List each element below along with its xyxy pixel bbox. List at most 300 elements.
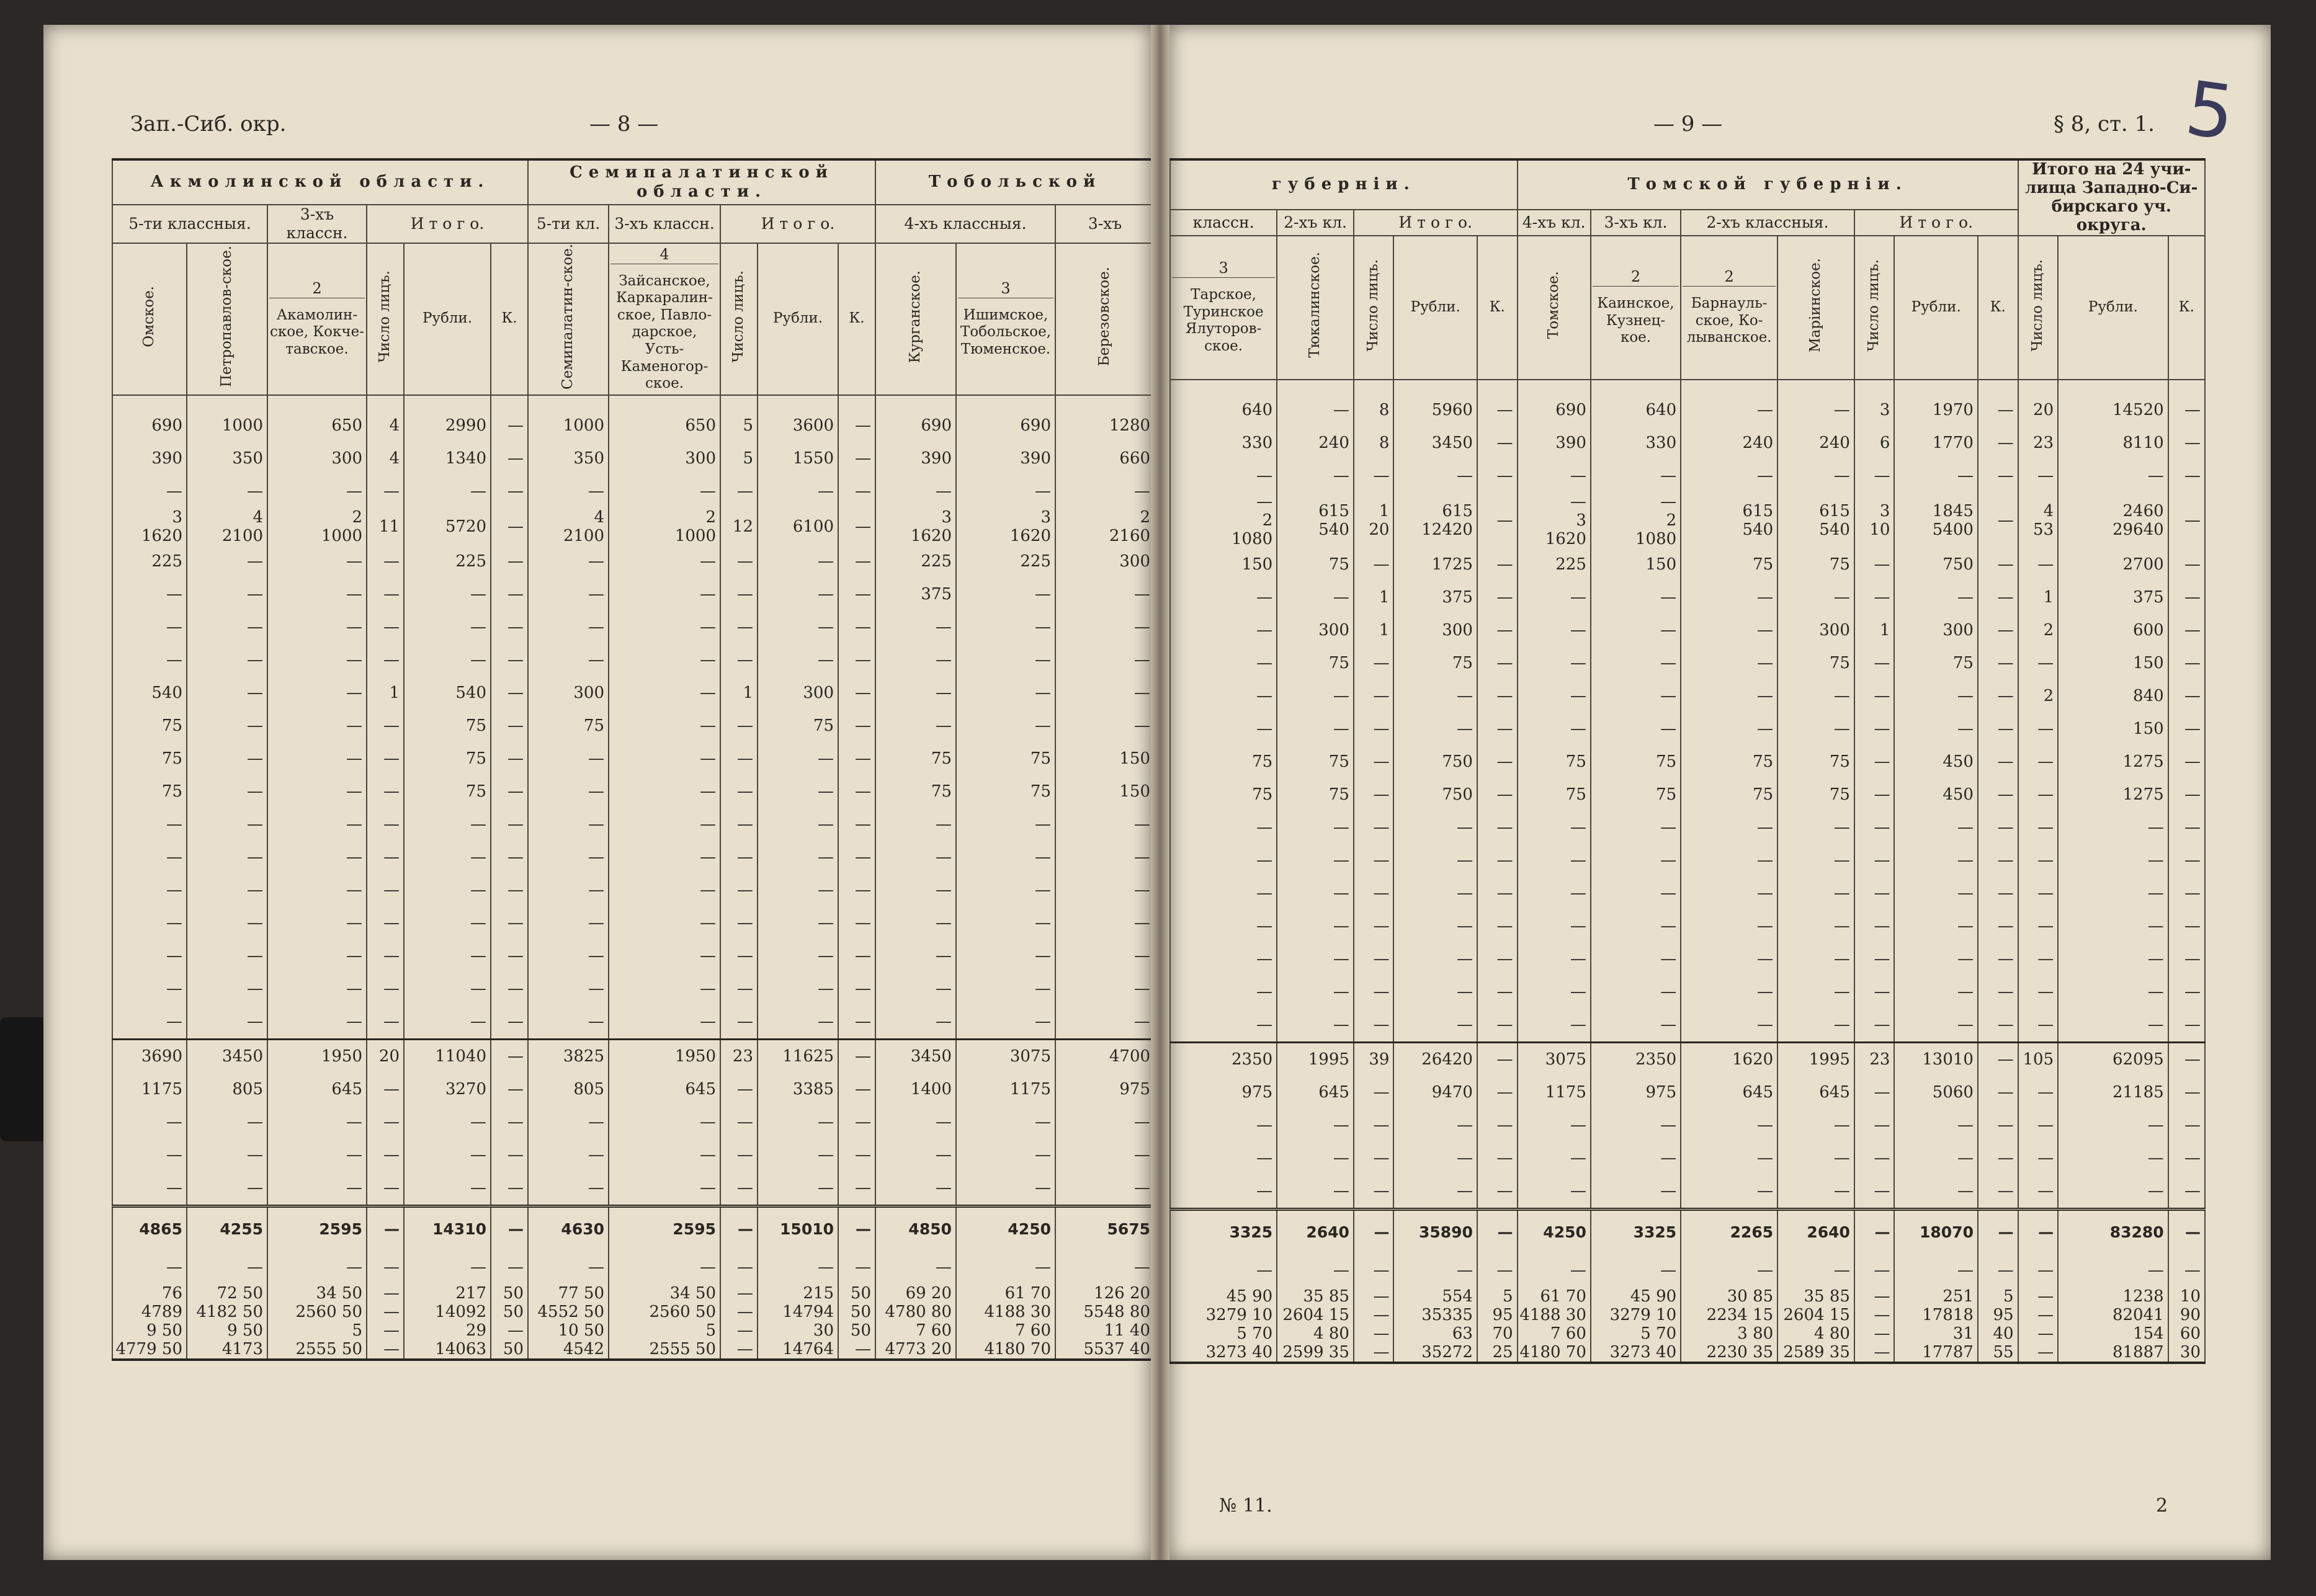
table-cell: — [1477, 943, 1518, 976]
table-cell: — [1591, 614, 1681, 647]
group-header: Томской губерніи. [1518, 159, 2018, 210]
table-cell: — [2058, 910, 2168, 943]
table-cell: — [1978, 778, 2018, 811]
table-cell: — [187, 742, 267, 775]
table-cell: — [1393, 877, 1477, 910]
table-cell: 150 [1591, 548, 1681, 581]
table-cell: — [1354, 1109, 1394, 1142]
table-cell: — [187, 775, 267, 808]
table-cell: — [1170, 910, 1277, 943]
table-cell: — [2168, 910, 2205, 943]
table-cell: — [609, 644, 720, 677]
table-cell: — [112, 1005, 187, 1040]
table-cell: 50 — [838, 1321, 875, 1360]
table-cell: 4 80 2599 35 [1277, 1324, 1354, 1363]
table-cell: — [1854, 910, 1895, 943]
table-cell: — [1978, 1009, 2018, 1043]
table-cell: — [1170, 1254, 1277, 1287]
table-cell: — [1854, 647, 1895, 680]
table-cell: 62095 [2058, 1042, 2168, 1076]
table-cell: — [112, 907, 187, 940]
table-cell: 45 90 3279 10 [1591, 1287, 1681, 1324]
book-gutter [1151, 25, 1169, 1560]
column-header [491, 243, 528, 395]
table-cell: 23 [1854, 1042, 1895, 1076]
table-cell: — [956, 808, 1055, 841]
table-cell: 5 [720, 409, 758, 442]
table-cell: 4255 [187, 1206, 267, 1251]
table-cell: — [609, 611, 720, 644]
table-cell: — [1170, 811, 1277, 844]
table-cell: 4 [367, 442, 404, 475]
table-cell: 75 [1777, 647, 1854, 680]
table-cell: 5 95 [1477, 1287, 1518, 1324]
table-cell: — [1477, 976, 1518, 1009]
table-cell: 5 70 3273 40 [1591, 1324, 1681, 1363]
table-cell: — [1477, 910, 1518, 943]
table-cell: — [720, 973, 758, 1005]
table-cell: 690 [1518, 394, 1591, 427]
table-cell: — [1518, 581, 1591, 614]
table-cell: 805 [187, 1073, 267, 1106]
table-cell: 1995 [1277, 1042, 1354, 1076]
table-cell: — [1277, 844, 1354, 877]
table-cell: 840 [2058, 680, 2168, 713]
table-cell: — [875, 475, 956, 508]
table-cell: — [2168, 778, 2205, 811]
table-cell: — [528, 874, 609, 907]
table-cell: — [2018, 778, 2059, 811]
table-row [112, 475, 1155, 508]
table-cell: — 2 1080 [1591, 493, 1681, 548]
table-cell: — [2168, 1254, 2205, 1287]
table-cell: 5720 [404, 508, 491, 545]
table-cell: — [1354, 1254, 1394, 1287]
table-cell: — [956, 841, 1055, 874]
table-cell: 1770 [1894, 427, 1978, 460]
table-cell: 1340 [404, 442, 491, 475]
table-cell: — [267, 874, 367, 907]
table-cell: 10 50 4542 [528, 1321, 609, 1360]
table-cell: — [1894, 811, 1978, 844]
table-cell: — [404, 973, 491, 1005]
table-cell: 615 540 [1777, 493, 1854, 548]
table-cell: — [1393, 1175, 1477, 1210]
table-cell: 690 [875, 409, 956, 442]
group-header: Итого на 24 учи-лища Западно-Си-бирскаго уч. округа. [2018, 159, 2205, 236]
column-label: Рубли. [1410, 298, 1460, 315]
table-cell: — [2168, 581, 2205, 614]
table-row [112, 644, 1155, 677]
table-cell: — [1055, 973, 1155, 1005]
subtotal-row [112, 1039, 1155, 1073]
table-cell: — [1170, 844, 1277, 877]
column-header [758, 243, 838, 395]
table-cell: — [609, 841, 720, 874]
table-cell: — [404, 644, 491, 677]
column-header [1277, 236, 1354, 380]
table-cell: — [2168, 647, 2205, 680]
table-cell: — [2058, 1142, 2168, 1175]
table-cell: — [1777, 394, 1854, 427]
table-cell: — [956, 1139, 1055, 1172]
column-label: Петропавлов-ское. [218, 246, 235, 388]
table-cell: 3 1620 [112, 508, 187, 545]
table-cell: 5 2555 50 [267, 1321, 367, 1360]
table-cell: — [838, 644, 875, 677]
table-cell: — [758, 1106, 838, 1139]
table-cell: — [367, 742, 404, 775]
table-cell: — [1170, 680, 1277, 713]
table-cell: — [1978, 1076, 2018, 1109]
table-cell: — [1681, 680, 1777, 713]
table-cell: 350 [187, 442, 267, 475]
table-cell: — [1354, 943, 1394, 976]
table-cell: — [609, 1139, 720, 1172]
table-cell: — [491, 1005, 528, 1040]
table-cell: — [1518, 1175, 1591, 1210]
table-cell: — [2168, 746, 2205, 778]
group-header: Семипалатинской области. [528, 159, 875, 205]
table-cell: — [1854, 680, 1895, 713]
table-cell: — [187, 578, 267, 611]
table-cell: 5675 [1055, 1206, 1155, 1251]
table-cell: 7 60 4180 70 [956, 1321, 1055, 1360]
table-cell: — — [1354, 1324, 1394, 1363]
table-cell: — [267, 775, 367, 808]
table-cell: — [838, 907, 875, 940]
table-cell: — [1777, 1175, 1854, 1210]
table-cell: — [1477, 1175, 1518, 1210]
table-cell: 83280 [2058, 1209, 2168, 1254]
spacer-cell [1681, 380, 1777, 394]
table-cell: 1175 [956, 1073, 1055, 1106]
table-cell: 2 [2018, 680, 2059, 713]
table-cell: 650 [609, 409, 720, 442]
table-cell: 251 17818 [1894, 1287, 1978, 1324]
column-header [1894, 236, 1978, 380]
table-cell: — [2168, 713, 2205, 746]
table-cell: — [2168, 680, 2205, 713]
table-cell: — [404, 907, 491, 940]
table-cell: 75 [1591, 778, 1681, 811]
table-cell: 11040 [404, 1039, 491, 1073]
column-label: Тюкалинское. [1307, 252, 1323, 359]
table-cell: — [838, 1106, 875, 1139]
table-cell: — [267, 611, 367, 644]
table-cell: — [1681, 713, 1777, 746]
spacer-cell [2168, 380, 2205, 394]
table-cell: — [1681, 1175, 1777, 1210]
spacer-cell [1854, 380, 1895, 394]
table-cell: — [1170, 581, 1277, 614]
table-cell: — [267, 644, 367, 677]
table-cell: 29 14063 [404, 1321, 491, 1360]
table-cell: — [367, 578, 404, 611]
table-cell: — [1681, 394, 1777, 427]
table-cell: — [1854, 1009, 1895, 1043]
column-header [267, 243, 367, 395]
table-cell: 217 14092 [404, 1284, 491, 1321]
column-label: К. [849, 310, 865, 327]
table-cell: 650 [267, 409, 367, 442]
table-cell: — [367, 1005, 404, 1040]
table-cell: — [367, 1251, 404, 1284]
table-cell: — [720, 742, 758, 775]
table-row [1170, 943, 2205, 976]
table-cell: 615 540 [1277, 493, 1354, 548]
table-cell: — [187, 940, 267, 973]
table-cell: — [838, 508, 875, 545]
table-cell: 6 [1854, 427, 1895, 460]
table-cell: — [956, 1172, 1055, 1206]
table-cell: — [1894, 976, 1978, 1009]
table-cell: 645 [267, 1073, 367, 1106]
table-cell: — [758, 973, 838, 1005]
table-cell: — [838, 545, 875, 578]
table-cell: 5960 [1393, 394, 1477, 427]
table-cell: 14520 [2058, 394, 2168, 427]
table-cell: — [1854, 581, 1895, 614]
table-cell: — [1477, 811, 1518, 844]
table-cell: — [528, 475, 609, 508]
column-label: Рубли. [772, 310, 823, 327]
column-header [956, 243, 1055, 395]
table-cell: — [187, 710, 267, 742]
table-cell: — [1777, 811, 1854, 844]
table-cell: — [875, 677, 956, 710]
table-cell: — [1354, 680, 1394, 713]
table-row [1170, 877, 2205, 910]
table-cell: — [1055, 578, 1155, 611]
column-header [1354, 236, 1394, 380]
table-cell: — [838, 1206, 875, 1251]
table-cell: — [1055, 808, 1155, 841]
table-cell: — [2168, 1076, 2205, 1109]
table-cell: — [838, 475, 875, 508]
table-cell: 5 95 [1978, 1287, 2018, 1324]
left-page [43, 25, 1151, 1560]
table-cell: — [1681, 614, 1777, 647]
table-row [1170, 460, 2205, 493]
table-cell: 1620 [1681, 1042, 1777, 1076]
table-cell: 3075 [956, 1039, 1055, 1073]
table-cell: — [1477, 713, 1518, 746]
table-row [1170, 427, 2205, 460]
table-cell: 18070 [1894, 1209, 1978, 1254]
table-cell: 15010 [758, 1206, 838, 1251]
spacer-cell [1170, 380, 1277, 394]
table-cell: — — [367, 1284, 404, 1321]
table-cell: 30 85 2234 15 [1681, 1287, 1777, 1324]
table-cell: 1970 [1894, 394, 1978, 427]
table-cell: — [1978, 548, 2018, 581]
table-cell: — [1591, 877, 1681, 910]
table-cell: 1 [1854, 614, 1895, 647]
table-cell: — [838, 973, 875, 1005]
table-cell: — [1277, 460, 1354, 493]
table-cell: — [367, 545, 404, 578]
school-count: 4 [610, 246, 718, 264]
table-cell: 1175 [1518, 1076, 1591, 1109]
table-row [112, 841, 1155, 874]
table-row [1170, 746, 2205, 778]
table-cell: — [1777, 844, 1854, 877]
table-cell: — [1518, 1109, 1591, 1142]
table-cell: — [1477, 614, 1518, 647]
subgroup-header: классн. [1170, 210, 1277, 236]
table-cell: 640 [1170, 394, 1277, 427]
handwritten-annotation: 5 [2180, 65, 2240, 158]
table-cell: — [367, 1106, 404, 1139]
table-cell: 75 [875, 742, 956, 775]
table-cell: — [2018, 1209, 2059, 1254]
spacer-cell [1277, 380, 1354, 394]
table-cell: — [1591, 943, 1681, 976]
column-header [609, 243, 720, 395]
table-cell: — [367, 1073, 404, 1106]
column-header [1681, 236, 1777, 380]
table-row [1170, 844, 2205, 877]
table-cell: — [367, 1172, 404, 1206]
table-cell: — [491, 508, 528, 545]
table-cell: 75 [1393, 647, 1477, 680]
table-cell: — [1681, 910, 1777, 943]
table-cell: 76 4789 [112, 1284, 187, 1321]
column-label: Акамолин-ское, Кокче-тавское. [270, 306, 364, 357]
table-cell: 75 [112, 710, 187, 742]
table-cell: — [609, 1172, 720, 1206]
table-cell: 750 [1393, 746, 1477, 778]
table-cell: — [1978, 811, 2018, 844]
table-row [1170, 976, 2205, 1009]
table-cell: — [1978, 1209, 2018, 1254]
table-cell: — [1477, 394, 1518, 427]
table-cell: — [1681, 647, 1777, 680]
table-cell: — [267, 1005, 367, 1040]
table-cell: — [1055, 1251, 1155, 1284]
table-cell: — [758, 578, 838, 611]
table-cell: 2700 [2058, 548, 2168, 581]
table-cell: 4 2100 [528, 508, 609, 545]
table-row [112, 508, 1155, 545]
table-row [112, 874, 1155, 907]
spacer-cell [1978, 380, 2018, 394]
table-cell: — [758, 841, 838, 874]
table-cell: — [491, 545, 528, 578]
table-cell: — — [1854, 1324, 1895, 1363]
table-cell: — [1854, 1142, 1895, 1175]
table-cell: 4865 [112, 1206, 187, 1251]
table-cell: 2595 [267, 1206, 367, 1251]
table-cell: — [112, 611, 187, 644]
table-cell: 75 [404, 710, 491, 742]
table-cell: — [1777, 976, 1854, 1009]
total-row [1170, 1209, 2205, 1254]
table-cell: — [404, 475, 491, 508]
subgroup-header: 2-хъ кл. [1277, 210, 1354, 236]
table-cell: — [758, 742, 838, 775]
table-cell: — [1894, 943, 1978, 976]
table-cell: — [491, 874, 528, 907]
table-row [112, 1139, 1155, 1172]
table-cell: — [1477, 680, 1518, 713]
table-cell: — [1777, 680, 1854, 713]
table-cell: — [2018, 976, 2059, 1009]
table-cell: 225 [875, 545, 956, 578]
table-cell: — [2018, 844, 2059, 877]
table-cell: 9 50 4173 [187, 1321, 267, 1360]
table-cell: — [367, 874, 404, 907]
school-count: 2 [269, 280, 365, 298]
table-cell: — [1894, 581, 1978, 614]
table-cell: — [1777, 713, 1854, 746]
table-cell: 75 [1681, 778, 1777, 811]
table-cell: — [1277, 680, 1354, 713]
table-cell: — [1518, 1142, 1591, 1175]
table-row [1170, 1109, 2205, 1142]
subgroup-header: 4-хъ кл. [1518, 210, 1591, 236]
table-cell: 20 [367, 1039, 404, 1073]
table-cell: — [758, 808, 838, 841]
table-row [1170, 778, 2205, 811]
table-cell: — [758, 1005, 838, 1040]
table-cell: 69 20 4780 80 [875, 1284, 956, 1321]
table-cell: — [2018, 1142, 2059, 1175]
table-cell: — [1170, 1109, 1277, 1142]
right-page [1169, 25, 2271, 1560]
table-cell: — [112, 940, 187, 973]
table-cell: 26420 [1393, 1042, 1477, 1076]
table-row [1170, 1009, 2205, 1043]
table-cell: 7 60 4773 20 [875, 1321, 956, 1360]
table-cell: — [187, 973, 267, 1005]
table-row [112, 677, 1155, 710]
table-cell: — [720, 1251, 758, 1284]
table-cell: 23 [2018, 427, 2059, 460]
table-cell: — [1978, 976, 2018, 1009]
table-cell: — [956, 1005, 1055, 1040]
table-cell: — [491, 1206, 528, 1251]
table-cell: — [609, 1005, 720, 1040]
table-row [112, 545, 1155, 578]
table-cell: — [1854, 1175, 1895, 1210]
district-title: Зап.-Сиб. окр. [130, 112, 287, 136]
table-cell: 1 20 [1354, 493, 1394, 548]
table-cell: 300 [267, 442, 367, 475]
table-cell: 75 [1777, 548, 1854, 581]
table-cell: 75 [112, 775, 187, 808]
table-row [112, 1005, 1155, 1040]
spacer-cell [187, 395, 267, 409]
table-cell: — [2168, 844, 2205, 877]
table-cell: — [267, 710, 367, 742]
table-cell: — [609, 677, 720, 710]
table-cell: 805 [528, 1073, 609, 1106]
table-cell: — [2168, 1109, 2205, 1142]
table-cell: 75 [1277, 746, 1354, 778]
table-cell: — [1354, 976, 1394, 1009]
table-cell: — [367, 710, 404, 742]
table-cell: — [112, 1251, 187, 1284]
table-cell: — — [2018, 1324, 2059, 1363]
table-cell: — [1277, 943, 1354, 976]
table-cell: — [2168, 427, 2205, 460]
table-cell: — [1055, 1139, 1155, 1172]
table-cell: — [1393, 1009, 1477, 1043]
table-cell: — [267, 973, 367, 1005]
table-cell: — [1393, 811, 1477, 844]
